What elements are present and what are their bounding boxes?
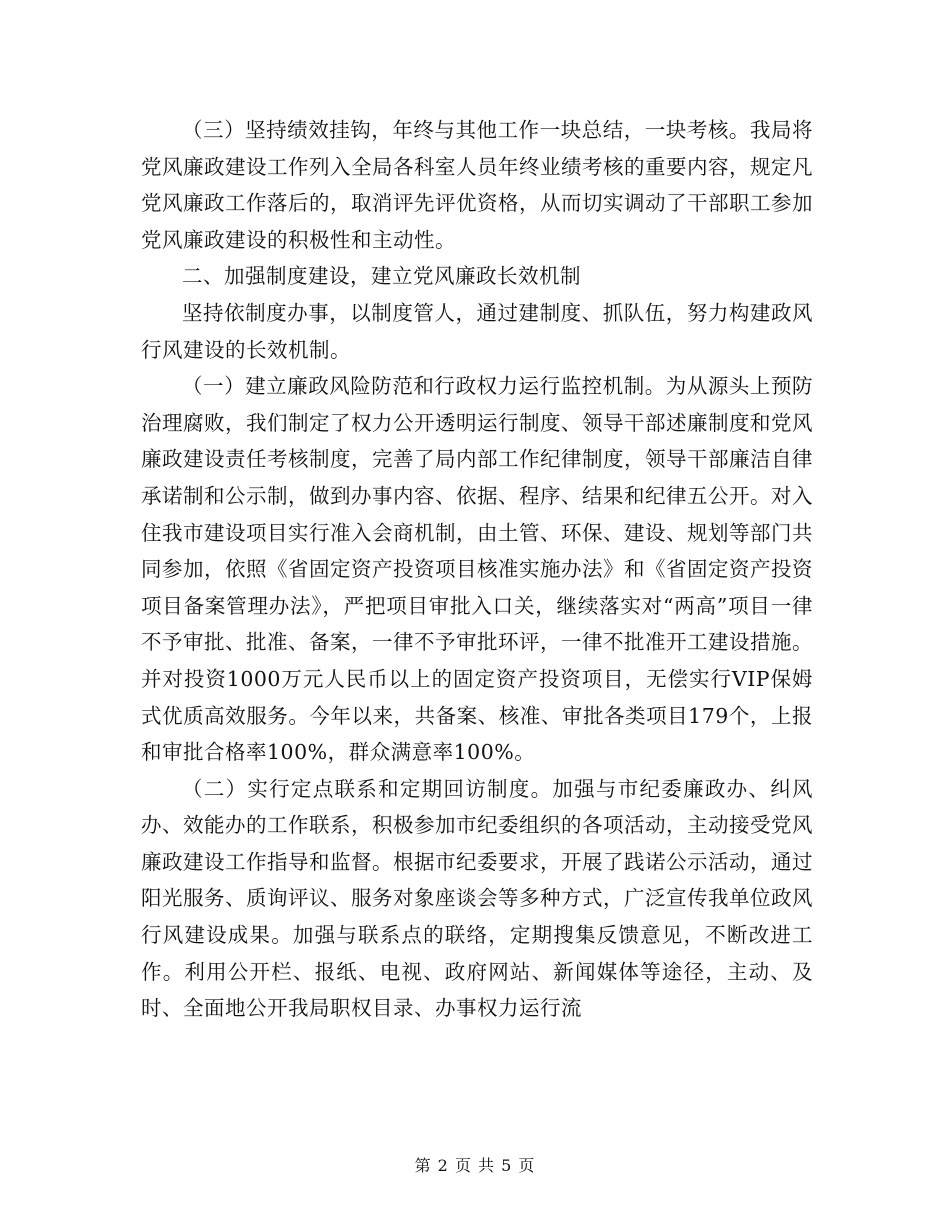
paragraph-risk-prevention-mechanism: （一）建立廉政风险防范和行政权力运行监控机制。为从源头上预防治理腐败，我们制定了权力公开透明运行制度、领导干部述廉制度和党风廉政建设责任考核制度，完善了局内部工作纪律制度，领导干部廉洁自律承诺制和公示制，做到办事内容、依据、程序、结果和纪律五公开。对入住我市建设项目实行准入会商机制，由土管、环保、建设、规划等部门共同参加，依照《省固定资产投资项目核准实施办法》和《省固定资产投资项目备案管理办法》，严把项目审批入口关，继续落实对“两高”项目一律不予审批、批准、备案，一律不予审批环评，一律不批准开工建设措施。并对投资1000万元人民币以上的固定资产投资项目，无偿实行VIP保姆式优质高效服务。今年以来，共备案、核准、审批各类项目179个，上报和审批合格率100%，群众满意率100%。 (141, 374, 813, 765)
document-body (141, 112, 813, 1027)
page-footer (0, 1153, 950, 1176)
paragraph-long-term-mechanism: 坚持依制度办事，以制度管人，通过建制度、抓队伍，努力构建政风行风建设的长效机制。 (141, 300, 813, 362)
page-number: 第 2 页 共 5 页 (414, 1156, 536, 1175)
paragraph-performance-assessment: （三）坚持绩效挂钩，年终与其他工作一块总结，一块考核。我局将党风廉政建设工作列入全局各科室人员年终业绩考核的重要内容，规定凡党风廉政工作落后的，取消评先评优资格，从而切实调动了干部职工参加党风廉政建设的积极性和主动性。 (141, 118, 813, 252)
paragraph-contact-and-visit-system: （二）实行定点联系和定期回访制度。加强与市纪委廉政办、纠风办、效能办的工作联系，积极参加市纪委组织的各项活动，主动接受党风廉政建设工作指导和监督。根据市纪委要求，开展了践诺公示活动，通过阳光服务、质询评议、服务对象座谈会等多种方式，广泛宣传我单位政风行风建设成果。加强与联系点的联络，定期搜集反馈意见，不断改进工作。利用公开栏、报纸、电视、政府网站、新闻媒体等途径，主动、及时、全面地公开我局职权目录、办事权力运行流 (141, 776, 813, 1021)
section-heading-system-building: 二、加强制度建设，建立党风廉政长效机制 (182, 264, 581, 289)
